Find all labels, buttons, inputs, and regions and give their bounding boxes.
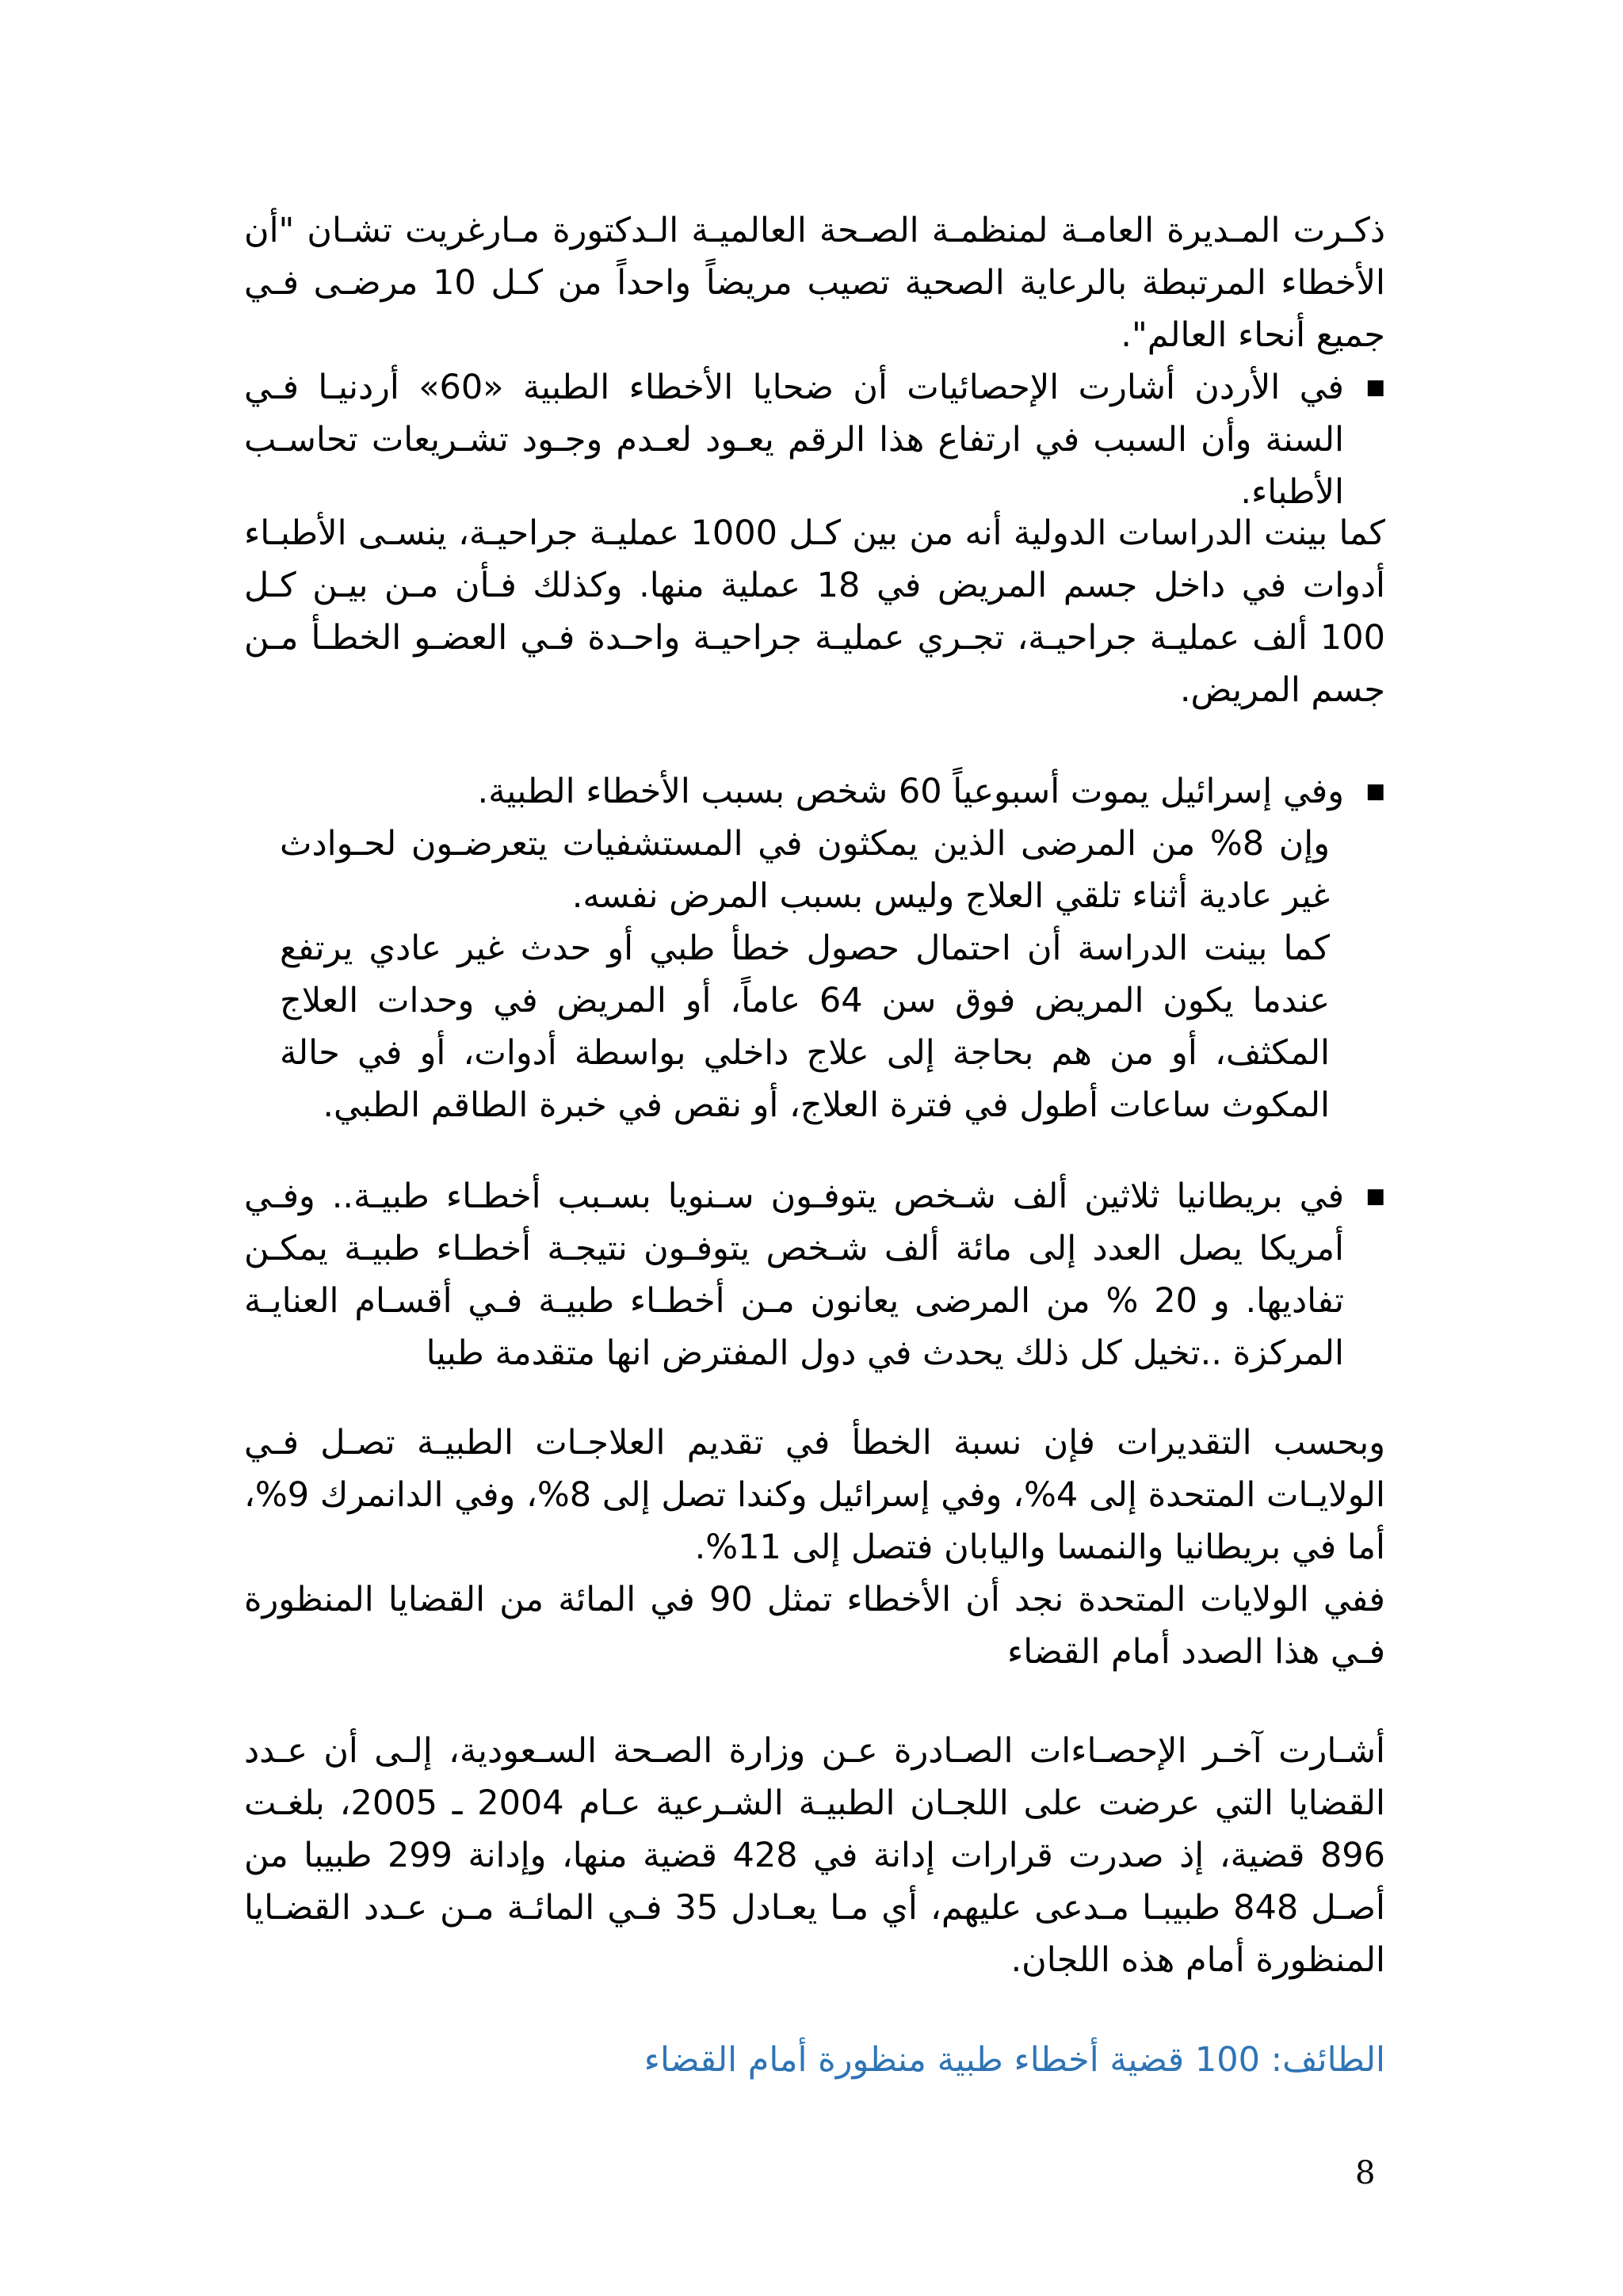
bullet-israel-line2: وإن 8% من المرضى الذين يمكثون في المستشفيات يتعرضـون لحـوادث غير عادية أثناء تلقي العلاج وليس بسبب المرض نفسه.	[280, 824, 1330, 916]
page-number: 8	[1355, 2155, 1376, 2191]
bullet-britain-text: في بريطانيا ثلاثين ألف شـخص يتوفـون سـنويا بسـبب أخطـاء طبيـة.. وفـي أمريكا يصل العدد إلى مائة ألف شـخص يتوفـون نتيجـة أخطـاء طبيـة يمكـن تفاديها. و 20 % من المرضى يعانون مـن أخطـاء طبيـة فـي أقسـام العنايـة المركزة ..تخيل كل ذلك يحدث في دول المفترض انها متقدمة طبيا	[244, 1177, 1344, 1373]
bullet-jordan	[244, 361, 1385, 518]
bullet-square-icon: ■	[1365, 780, 1385, 803]
heading-taif: الطائف: 100 قضية أخطاء طبية منظورة أمام القضاء	[643, 2040, 1385, 2080]
paragraph-estimates: وبحسب التقديرات فإن نسبة الخطأ في تقديم العلاجـات الطبيـة تصـل فـي الولايـات المتحدة إلى 4%، وفي إسرائيل وكندا تصل إلى 8%، وفي الدانمرك 9%، أما في بريطانيا والنمسا واليابان فتصل إلى 11%.	[244, 1423, 1385, 1567]
bullet-israel	[244, 765, 1385, 1131]
bullet-square-icon: ■	[1365, 1184, 1385, 1208]
bullet-israel-line1: وفي إسرائيل يموت أسبوعياً 60 شخص بسبب الأخطاء الطبية.	[477, 772, 1344, 811]
paragraph-saudi-statistics: أشـارت آخـر الإحصـاءات الصـادرة عـن وزارة الصـحة السـعودية، إلـى أن عـدد القضايا التي عرضت على اللجـان الطبيـة الشـرعية عـام 2004 ـ 2005، بلغـت 896 قضية، إذ صدرت قرارات إدانة في 428 قضية منها، وإدانة 299 طبيبا من أصـل 848 طبيبـا مـدعى عليهم، أي مـا يعـادل 35 فـي المائـة مـن عـدد القضـايا المنظورة أمام هذه اللجان.	[244, 1731, 1386, 1980]
bullet-jordan-text: في الأردن أشارت الإحصائيات أن ضحايا الأخطاء الطبية «60» أردنيـا فـي السنة وأن السبب في ارتفاع هذا الرقم يعـود لعـدم وجـود تشـريعات تحاسـب الأطباء.	[244, 368, 1344, 512]
paragraph-us-cases: ففي الولايات المتحدة نجد أن الأخطاء تمثل 90 في المائة من القضايا المنظورة فـي هذا الصدد أمام القضاء	[244, 1580, 1385, 1672]
bullet-britain	[244, 1170, 1385, 1379]
bullet-square-icon: ■	[1365, 376, 1385, 399]
paragraph-international-studies: كما بينت الدراسات الدولية أنه من بين كـل 1000 عمليـة جراحيـة، ينسـى الأطبـاء أدوات في داخل جسم المريض في 18 عملية منها. وكذلك فـأن مـن بيـن كـل 100 ألف عمليـة جراحيـة، تجـري عمليـة جراحيـة واحـدة فـي العضـو الخطـأ مـن جسم المريض.	[244, 513, 1386, 710]
paragraph-who-statement: ذكـرت المـديرة العامـة لمنظمـة الصـحة العالميـة الـدكتورة مـارغريت تشـان "أن الأخطاء المرتبطة بالرعاية الصحية تصيب مريضاً واحداً من كـل 10 مرضـى فـي جميع أنحاء العالم".	[244, 211, 1385, 355]
bullet-israel-line3: كما بينت الدراسة أن احتمال حصول خطأ طبي أو حدث غير عادي يرتفع عندما يكون المريض فوق سن 64 عاماً، أو المريض في وحدات العلاج المكثف، أو من هم بحاجة إلى علاج داخلي بواسطة أدوات، أو في حالة المكوث ساعات أطول في فترة العلاج، أو نقص في خبرة الطاقم الطبي.	[280, 929, 1330, 1125]
